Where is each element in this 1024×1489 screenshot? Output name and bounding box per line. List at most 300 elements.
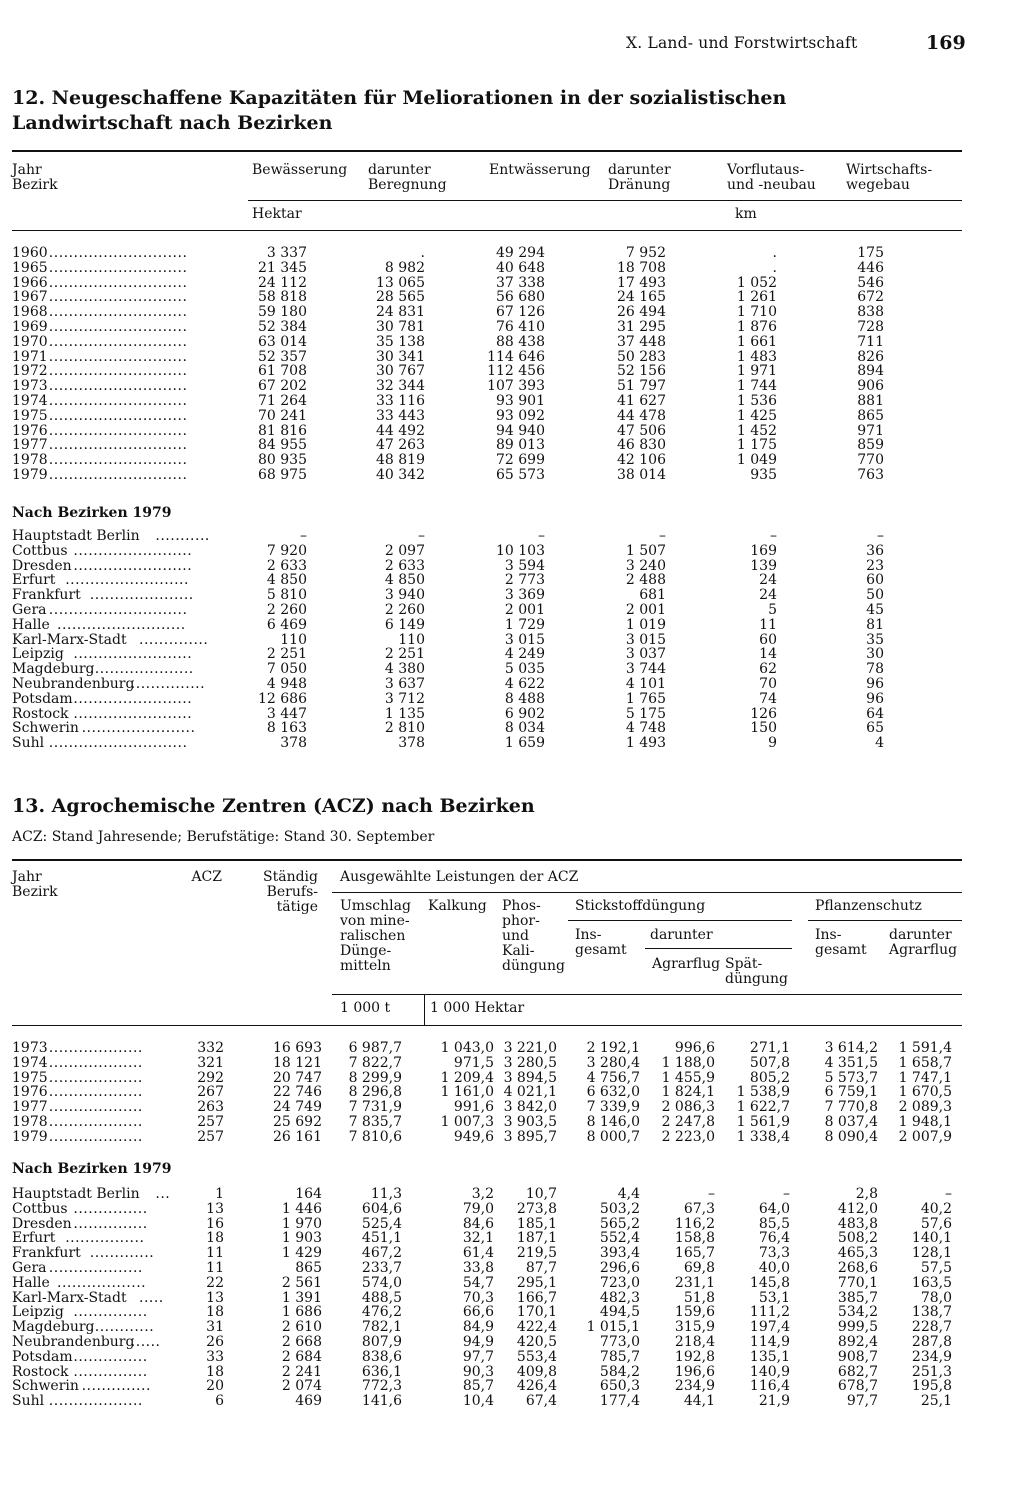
table12-unit-hektar: Hektar bbox=[252, 206, 302, 222]
cell-value: 1 538,9 bbox=[736, 1084, 790, 1101]
cell-value: 3 447 bbox=[266, 705, 307, 722]
row-label: 1965 bbox=[12, 259, 48, 276]
cell-value: 4,4 bbox=[617, 1186, 640, 1202]
row-label: 1966 bbox=[12, 274, 48, 291]
table-row bbox=[12, 305, 962, 320]
cell-value: 22 bbox=[206, 1274, 224, 1291]
cell-value: 8 037,4 bbox=[824, 1114, 878, 1130]
cell-value: 838 bbox=[857, 304, 884, 321]
cell-value: 682,7 bbox=[837, 1363, 878, 1380]
cell-value: 114 646 bbox=[487, 348, 545, 365]
row-label: Hauptstadt Berlin bbox=[12, 1186, 140, 1202]
cell-value: 11 bbox=[759, 616, 777, 633]
cell-value: 196,6 bbox=[674, 1363, 715, 1380]
table13-col-st-spaet: Spät- düngung bbox=[725, 956, 788, 987]
cell-value: 1 765 bbox=[625, 690, 666, 707]
leader-dots: ................... bbox=[48, 1260, 143, 1276]
table-row bbox=[12, 1394, 962, 1409]
cell-value: 84 955 bbox=[258, 437, 307, 454]
cell-value: 2 684 bbox=[281, 1348, 322, 1365]
table-row bbox=[12, 1217, 962, 1232]
table12-title: 12. Neugeschaffene Kapazitäten für Meliorationen in der sozialistischen Landwirtschaft nach Bezirken bbox=[12, 87, 787, 134]
cell-value: 1 043,0 bbox=[440, 1040, 494, 1056]
cell-value: 826 bbox=[857, 348, 884, 365]
cell-value: 1 670,5 bbox=[898, 1084, 952, 1101]
leader-dots: ............. bbox=[89, 1245, 155, 1262]
cell-value: 420,5 bbox=[516, 1334, 557, 1350]
table-row bbox=[12, 1041, 962, 1056]
cell-value: 10 103 bbox=[496, 542, 545, 559]
table13-col-st-agrarflug: Agrarflug bbox=[652, 956, 721, 972]
cell-value: . bbox=[772, 245, 777, 261]
cell-value: 150 bbox=[750, 720, 777, 737]
cell-value: 24 165 bbox=[617, 289, 666, 306]
cell-value: 192,8 bbox=[674, 1348, 715, 1365]
table-row bbox=[12, 573, 962, 588]
cell-value: 8 000,7 bbox=[586, 1128, 640, 1145]
table-row bbox=[12, 1130, 962, 1145]
cell-value: 72 699 bbox=[496, 452, 545, 469]
cell-value: 1 455,9 bbox=[661, 1069, 715, 1086]
cell-value: 81 bbox=[866, 616, 884, 633]
cell-value: 38 014 bbox=[617, 467, 666, 483]
leader-dots: ............................ bbox=[48, 259, 188, 276]
cell-value: 11 bbox=[206, 1245, 224, 1262]
cell-value: 469 bbox=[295, 1393, 322, 1410]
table-row bbox=[12, 1115, 962, 1130]
cell-value: 24 831 bbox=[376, 304, 425, 321]
cell-value: 18 121 bbox=[273, 1054, 322, 1071]
leader-dots: ................... bbox=[48, 1054, 143, 1071]
cell-value: 31 295 bbox=[617, 319, 666, 335]
cell-value: 1 591,4 bbox=[898, 1040, 952, 1056]
leader-dots: .................. bbox=[57, 1274, 147, 1291]
cell-value: 56 680 bbox=[496, 289, 545, 306]
cell-value: 763 bbox=[857, 467, 884, 483]
cell-value: 165,7 bbox=[674, 1245, 715, 1262]
cell-value: 24 bbox=[759, 572, 777, 589]
cell-value: 935 bbox=[750, 467, 777, 483]
cell-value: 128,1 bbox=[911, 1245, 952, 1262]
leader-dots: ............... bbox=[73, 1363, 148, 1380]
row-label: 1977 bbox=[12, 437, 48, 454]
leader-dots: ............................ bbox=[48, 452, 188, 469]
row-label: Dresden bbox=[12, 1215, 72, 1232]
cell-value: 5 573,7 bbox=[824, 1069, 878, 1086]
table-row bbox=[12, 276, 962, 291]
cell-value: 2 089,3 bbox=[898, 1099, 952, 1116]
table13-section-label: Nach Bezirken 1979 bbox=[12, 1161, 172, 1177]
cell-value: 18 bbox=[206, 1230, 224, 1247]
cell-value: 16 bbox=[206, 1215, 224, 1232]
row-label: 1973 bbox=[12, 1040, 48, 1056]
cell-value: – bbox=[708, 1186, 715, 1202]
cell-value: 1 561,9 bbox=[736, 1114, 790, 1130]
table-row bbox=[12, 1379, 962, 1394]
cell-value: 175 bbox=[857, 245, 884, 261]
cell-value: 1 446 bbox=[281, 1200, 322, 1217]
table-row bbox=[12, 424, 962, 439]
cell-value: 30 341 bbox=[376, 348, 425, 365]
cell-value: 79,0 bbox=[462, 1200, 494, 1217]
cell-value: 467,2 bbox=[361, 1245, 402, 1262]
cell-value: 393,4 bbox=[599, 1245, 640, 1262]
table-row bbox=[12, 1261, 962, 1276]
cell-value: 234,9 bbox=[911, 1348, 952, 1365]
table13-col-acz: ACZ bbox=[191, 869, 222, 885]
cell-value: 6 902 bbox=[504, 705, 545, 722]
cell-value: 197,4 bbox=[749, 1319, 790, 1336]
cell-value: 26 494 bbox=[617, 304, 666, 321]
row-label: Magdeburg bbox=[12, 661, 95, 678]
cell-value: 8 034 bbox=[504, 720, 545, 737]
table13-pflanzenschutz-rule bbox=[808, 920, 962, 921]
cell-value: 257 bbox=[197, 1128, 224, 1145]
cell-value: 257 bbox=[197, 1114, 224, 1130]
cell-value: 26 161 bbox=[273, 1128, 322, 1145]
cell-value: 57,6 bbox=[920, 1215, 952, 1232]
cell-value: 3 903,5 bbox=[503, 1114, 557, 1130]
cell-value: – bbox=[783, 1186, 790, 1202]
table-row bbox=[12, 692, 962, 707]
cell-value: 195,8 bbox=[911, 1378, 952, 1395]
cell-value: 3 280,4 bbox=[586, 1054, 640, 1071]
cell-value: 1 876 bbox=[736, 319, 777, 335]
cell-value: 47 506 bbox=[617, 422, 666, 439]
cell-value: 881 bbox=[857, 393, 884, 409]
table13-stickstoff-rule bbox=[568, 920, 792, 921]
cell-value: 73,3 bbox=[758, 1245, 790, 1262]
cell-value: 378 bbox=[280, 735, 307, 752]
cell-value: 62 bbox=[759, 661, 777, 678]
cell-value: 7 770,8 bbox=[824, 1099, 878, 1116]
cell-value: . bbox=[772, 259, 777, 276]
cell-value: 4 351,5 bbox=[824, 1054, 878, 1071]
cell-value: 21,9 bbox=[758, 1393, 790, 1410]
leader-dots: ............................ bbox=[48, 602, 188, 618]
cell-value: 2 192,1 bbox=[586, 1040, 640, 1056]
cell-value: 636,1 bbox=[361, 1363, 402, 1380]
cell-value: 84,6 bbox=[462, 1215, 494, 1232]
cell-value: 32 344 bbox=[376, 378, 425, 395]
table13-title: 13. Agrochemische Zentren (ACZ) nach Bezirken bbox=[12, 795, 535, 817]
cell-value: 770 bbox=[857, 452, 884, 469]
leader-dots: ..................... bbox=[89, 587, 194, 604]
cell-value: 7 835,7 bbox=[348, 1114, 402, 1130]
cell-value: 546 bbox=[857, 274, 884, 291]
row-label: 1968 bbox=[12, 304, 48, 321]
cell-value: 971 bbox=[857, 422, 884, 439]
table13-col-st-insgesamt: Ins- gesamt bbox=[575, 927, 627, 958]
table-row bbox=[12, 1350, 962, 1365]
cell-value: 295,1 bbox=[516, 1274, 557, 1291]
cell-value: 88 438 bbox=[496, 333, 545, 350]
table-row bbox=[12, 721, 962, 736]
cell-value: 5 bbox=[768, 602, 777, 618]
cell-value: 711 bbox=[857, 333, 884, 350]
cell-value: 1 507 bbox=[625, 542, 666, 559]
row-label: 1979 bbox=[12, 1128, 48, 1145]
cell-value: 3 015 bbox=[625, 631, 666, 648]
cell-value: 177,4 bbox=[599, 1393, 640, 1410]
cell-value: 5 810 bbox=[266, 587, 307, 604]
table13-col-umschlag: Umschlag von mine- ralischen Dünge- mitteln bbox=[340, 898, 411, 974]
cell-value: 584,2 bbox=[599, 1363, 640, 1380]
cell-value: 140,1 bbox=[911, 1230, 952, 1247]
cell-value: 90,3 bbox=[462, 1363, 494, 1380]
cell-value: . bbox=[420, 245, 425, 261]
table13-unit-1000t: 1 000 t bbox=[340, 1000, 391, 1016]
table-row bbox=[12, 736, 962, 751]
cell-value: 1 338,4 bbox=[736, 1128, 790, 1145]
cell-value: 4 850 bbox=[266, 572, 307, 589]
cell-value: 11 bbox=[206, 1260, 224, 1276]
leader-dots: ................... bbox=[48, 1099, 143, 1116]
cell-value: 110 bbox=[280, 631, 307, 648]
cell-value: 465,3 bbox=[837, 1245, 878, 1262]
leader-dots: ................... bbox=[48, 1069, 143, 1086]
table-row bbox=[12, 529, 962, 544]
row-label: Leipzig bbox=[12, 1304, 64, 1321]
cell-value: 409,8 bbox=[516, 1363, 557, 1380]
cell-value: 18 bbox=[206, 1304, 224, 1321]
cell-value: 1 661 bbox=[736, 333, 777, 350]
table-row bbox=[12, 335, 962, 350]
cell-value: 332 bbox=[197, 1040, 224, 1056]
table-row bbox=[12, 544, 962, 559]
page-number: 169 bbox=[926, 32, 966, 54]
table13-stub-header: Jahr Bezirk bbox=[12, 869, 58, 900]
leader-dots: ................ bbox=[65, 1230, 145, 1247]
cell-value: 233,7 bbox=[361, 1260, 402, 1276]
cell-value: 565,2 bbox=[599, 1215, 640, 1232]
cell-value: 1 052 bbox=[736, 274, 777, 291]
leader-dots: ............... bbox=[73, 1200, 148, 1217]
cell-value: 894 bbox=[857, 363, 884, 380]
cell-value: 507,8 bbox=[749, 1054, 790, 1071]
cell-value: 25 692 bbox=[273, 1114, 322, 1130]
cell-value: 292 bbox=[197, 1069, 224, 1086]
cell-value: 93 092 bbox=[496, 407, 545, 424]
cell-value: 40,2 bbox=[920, 1200, 952, 1217]
cell-value: 2 488 bbox=[625, 572, 666, 589]
cell-value: 14 bbox=[759, 646, 777, 663]
cell-value: 93 901 bbox=[496, 393, 545, 409]
row-label: Schwerin bbox=[12, 1378, 79, 1395]
table13-group-rule bbox=[332, 892, 962, 893]
cell-value: 4 380 bbox=[384, 661, 425, 678]
leader-dots: ................... bbox=[48, 1114, 143, 1130]
cell-value: 36 bbox=[866, 542, 884, 559]
table-row bbox=[12, 633, 962, 648]
cell-value: 1 747,1 bbox=[898, 1069, 952, 1086]
cell-value: 33 116 bbox=[376, 393, 425, 409]
cell-value: 7 952 bbox=[625, 245, 666, 261]
cell-value: – bbox=[300, 528, 307, 544]
leader-dots: ........... bbox=[155, 528, 210, 544]
cell-value: 17 493 bbox=[617, 274, 666, 291]
cell-value: 782,1 bbox=[361, 1319, 402, 1336]
row-label: 1967 bbox=[12, 289, 48, 306]
cell-value: 3 712 bbox=[384, 690, 425, 707]
cell-value: 3 221,0 bbox=[503, 1040, 557, 1056]
cell-value: 2 633 bbox=[384, 557, 425, 574]
cell-value: 159,6 bbox=[674, 1304, 715, 1321]
cell-value: 81 816 bbox=[258, 422, 307, 439]
running-header: X. Land- und Forstwirtschaft bbox=[626, 34, 858, 52]
cell-value: 66,6 bbox=[462, 1304, 494, 1321]
leader-dots: ........................ bbox=[73, 705, 193, 722]
cell-value: 78,0 bbox=[920, 1289, 952, 1306]
leader-dots: ............................ bbox=[48, 735, 188, 752]
cell-value: 4 850 bbox=[384, 572, 425, 589]
cell-value: 1 659 bbox=[504, 735, 545, 752]
cell-value: 4 948 bbox=[266, 676, 307, 692]
cell-value: 69,8 bbox=[683, 1260, 715, 1276]
cell-value: 1 971 bbox=[736, 363, 777, 380]
cell-value: 97,7 bbox=[846, 1393, 878, 1410]
cell-value: 906 bbox=[857, 378, 884, 395]
row-label: 1971 bbox=[12, 348, 48, 365]
cell-value: 5 035 bbox=[504, 661, 545, 678]
leader-dots: ............................ bbox=[48, 333, 188, 350]
leader-dots: ............................ bbox=[48, 437, 188, 454]
cell-value: – bbox=[770, 528, 777, 544]
leader-dots: ..... bbox=[139, 1289, 164, 1306]
cell-value: 7 822,7 bbox=[348, 1054, 402, 1071]
cell-value: 412,0 bbox=[837, 1200, 878, 1217]
row-label: Potsdam bbox=[12, 690, 73, 707]
cell-value: 13 065 bbox=[376, 274, 425, 291]
cell-value: 4 101 bbox=[625, 676, 666, 692]
cell-value: 8 090,4 bbox=[824, 1128, 878, 1145]
row-label: 1974 bbox=[12, 1054, 48, 1071]
cell-value: 111,2 bbox=[749, 1304, 790, 1321]
cell-value: 18 708 bbox=[617, 259, 666, 276]
table-row bbox=[12, 350, 962, 365]
cell-value: 24 bbox=[759, 587, 777, 604]
cell-value: 770,1 bbox=[837, 1274, 878, 1291]
cell-value: 2 260 bbox=[266, 602, 307, 618]
cell-value: – bbox=[418, 528, 425, 544]
row-label: 1977 bbox=[12, 1099, 48, 1116]
cell-value: 35 138 bbox=[376, 333, 425, 350]
leader-dots: ... bbox=[155, 1186, 171, 1202]
cell-value: 41 627 bbox=[617, 393, 666, 409]
cell-value: 3 614,2 bbox=[824, 1040, 878, 1056]
cell-value: 33 443 bbox=[376, 407, 425, 424]
table-row bbox=[12, 1056, 962, 1071]
table-row bbox=[12, 379, 962, 394]
table13-col-ps-agrarflug: darunter Agrarflug bbox=[889, 927, 958, 958]
cell-value: 20 bbox=[206, 1378, 224, 1395]
row-label: Cottbus bbox=[12, 542, 68, 559]
cell-value: 126 bbox=[750, 705, 777, 722]
row-label: 1976 bbox=[12, 422, 48, 439]
cell-value: 1 710 bbox=[736, 304, 777, 321]
table13-header-bottom-rule bbox=[12, 1025, 962, 1026]
cell-value: 85,7 bbox=[462, 1378, 494, 1395]
row-label: 1974 bbox=[12, 393, 48, 409]
cell-value: 2 086,3 bbox=[661, 1099, 715, 1116]
row-label: 1975 bbox=[12, 1069, 48, 1086]
cell-value: 1 391 bbox=[281, 1289, 322, 1306]
cell-value: 4 bbox=[875, 735, 884, 752]
cell-value: 773,0 bbox=[599, 1334, 640, 1350]
cell-value: 672 bbox=[857, 289, 884, 306]
cell-value: 84,9 bbox=[462, 1319, 494, 1336]
cell-value: 40 342 bbox=[376, 467, 425, 483]
table-row bbox=[12, 588, 962, 603]
cell-value: 30 767 bbox=[376, 363, 425, 380]
row-label: Halle bbox=[12, 616, 50, 633]
cell-value: 949,6 bbox=[453, 1128, 494, 1145]
row-label: Erfurt bbox=[12, 572, 56, 589]
cell-value: 7 339,9 bbox=[586, 1099, 640, 1116]
cell-value: 1 686 bbox=[281, 1304, 322, 1321]
cell-value: 534,2 bbox=[837, 1304, 878, 1321]
cell-value: 138,7 bbox=[911, 1304, 952, 1321]
cell-value: 6 469 bbox=[266, 616, 307, 633]
cell-value: 28 565 bbox=[376, 289, 425, 306]
cell-value: 1 175 bbox=[736, 437, 777, 454]
cell-value: 6 632,0 bbox=[586, 1084, 640, 1101]
cell-value: 1 824,1 bbox=[661, 1084, 715, 1101]
cell-value: 3 842,0 bbox=[503, 1099, 557, 1116]
cell-value: 71 264 bbox=[258, 393, 307, 409]
cell-value: 22 746 bbox=[273, 1084, 322, 1101]
row-label: Rostock bbox=[12, 705, 69, 722]
table-row bbox=[12, 320, 962, 335]
cell-value: 51,8 bbox=[683, 1289, 715, 1306]
cell-value: 60 bbox=[866, 572, 884, 589]
cell-value: 6 987,7 bbox=[348, 1040, 402, 1056]
cell-value: 47 263 bbox=[376, 437, 425, 454]
table-row bbox=[12, 707, 962, 722]
table13-unit-rule bbox=[332, 994, 962, 995]
table13-top-rule bbox=[12, 859, 962, 861]
cell-value: 3 337 bbox=[266, 245, 307, 261]
cell-value: 267 bbox=[197, 1084, 224, 1101]
cell-value: 3 369 bbox=[504, 587, 545, 604]
leader-dots: ............................ bbox=[48, 363, 188, 380]
cell-value: 2 001 bbox=[625, 602, 666, 618]
cell-value: 1 429 bbox=[281, 1245, 322, 1262]
row-label: 1960 bbox=[12, 245, 48, 261]
cell-value: 9 bbox=[768, 735, 777, 752]
table-row bbox=[12, 261, 962, 276]
cell-value: 422,4 bbox=[516, 1319, 557, 1336]
leader-dots: ............................ bbox=[48, 289, 188, 306]
table-row bbox=[12, 1305, 962, 1320]
cell-value: 63 014 bbox=[258, 333, 307, 350]
cell-value: 1 483 bbox=[736, 348, 777, 365]
table13-col-st-darunter: darunter bbox=[650, 927, 713, 943]
cell-value: 61,4 bbox=[462, 1245, 494, 1262]
cell-value: 10,4 bbox=[462, 1393, 494, 1410]
cell-value: 1 135 bbox=[384, 705, 425, 722]
leader-dots: ............... bbox=[73, 1304, 148, 1321]
row-label: Gera bbox=[12, 602, 47, 618]
table-row bbox=[12, 453, 962, 468]
leader-dots: ......................... bbox=[65, 572, 189, 589]
cell-value: 2 074 bbox=[281, 1378, 322, 1395]
cell-value: 80 935 bbox=[258, 452, 307, 469]
cell-value: 112 456 bbox=[487, 363, 545, 380]
row-label: 1979 bbox=[12, 467, 48, 483]
cell-value: 13 bbox=[206, 1200, 224, 1217]
cell-value: 70 241 bbox=[258, 407, 307, 424]
